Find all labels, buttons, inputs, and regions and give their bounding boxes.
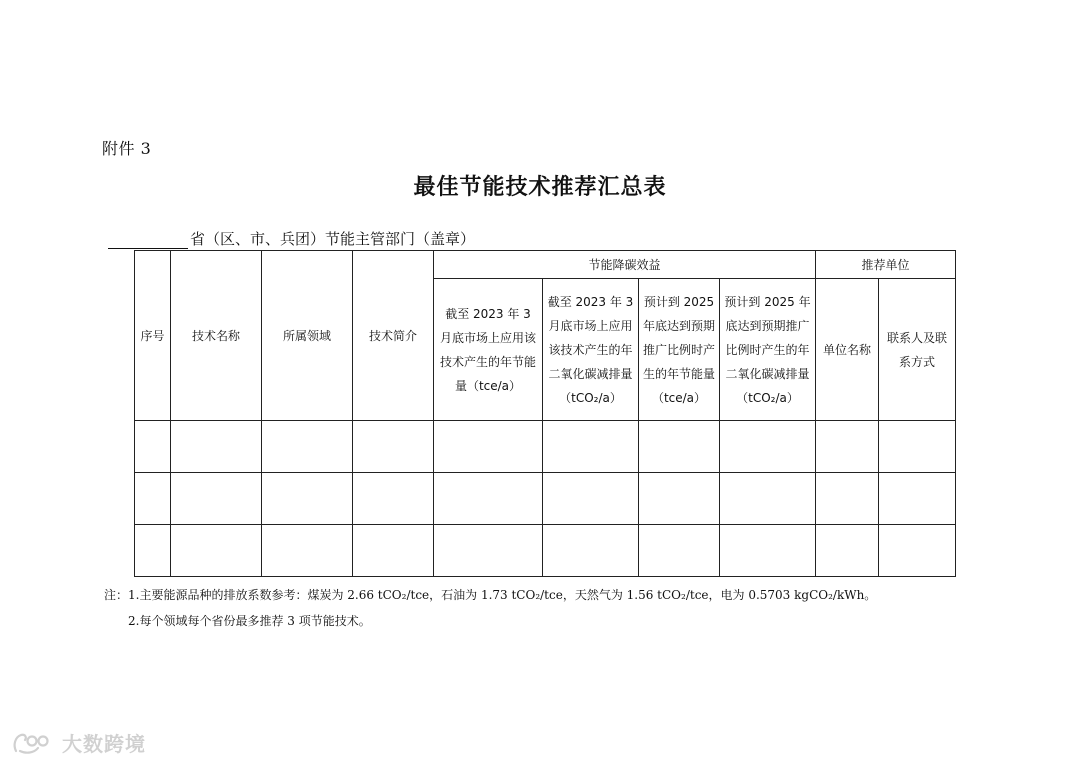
table-cell[interactable] — [543, 473, 639, 525]
table-cell[interactable] — [135, 421, 171, 473]
watermark-text: 大数跨境 — [62, 732, 146, 756]
header-group-recommender: 推荐单位 — [816, 251, 956, 279]
header-co2-2025: 预计到 2025 年底达到预期推广比例时产生的年二氧化碳减排量（tCO₂/a） — [720, 279, 816, 421]
table-cell[interactable] — [434, 525, 543, 577]
province-line-text: 省（区、市、兵团）节能主管部门（盖章） — [190, 230, 476, 248]
header-group-benefit: 节能降碳效益 — [434, 251, 816, 279]
table-cell[interactable] — [639, 421, 720, 473]
table-cell[interactable] — [434, 473, 543, 525]
table-cell[interactable] — [353, 525, 434, 577]
header-unit-name: 单位名称 — [816, 279, 879, 421]
page-title: 最佳节能技术推荐汇总表 — [413, 174, 667, 200]
province-line — [108, 228, 475, 249]
table-cell[interactable] — [543, 421, 639, 473]
header-tech-name: 技术名称 — [171, 251, 262, 421]
header-energy-2023: 截至 2023 年 3 月底市场上应用该技术产生的年节能量（tce/a） — [434, 279, 543, 421]
table-cell[interactable] — [135, 525, 171, 577]
table-cell[interactable] — [171, 525, 262, 577]
table-row — [135, 421, 956, 473]
table-cell[interactable] — [262, 525, 353, 577]
table-cell[interactable] — [434, 421, 543, 473]
table-cell[interactable] — [720, 421, 816, 473]
province-blank-field[interactable] — [108, 234, 188, 249]
header-intro: 技术简介 — [353, 251, 434, 421]
table-cell[interactable] — [879, 421, 956, 473]
table-cell[interactable] — [171, 473, 262, 525]
header-contact: 联系人及联系方式 — [879, 279, 956, 421]
summary-table — [134, 250, 956, 577]
table-cell[interactable] — [720, 525, 816, 577]
table-cell[interactable] — [816, 421, 879, 473]
note-2: 2.每个领域每个省份最多推荐 3 项节能技术。 — [128, 614, 371, 628]
header-field: 所属领域 — [262, 251, 353, 421]
table-cell[interactable] — [639, 473, 720, 525]
table-cell[interactable] — [262, 421, 353, 473]
watermark-logo-icon — [12, 731, 56, 755]
table-row — [135, 525, 956, 577]
table-cell[interactable] — [543, 525, 639, 577]
notes — [104, 582, 876, 634]
table-cell[interactable] — [639, 525, 720, 577]
watermark — [12, 728, 146, 757]
attachment-label: 附件 3 — [102, 139, 152, 158]
header-energy-2025: 预计到 2025 年底达到预期推广比例时产生的年节能量（tce/a） — [639, 279, 720, 421]
table-cell[interactable] — [879, 525, 956, 577]
table-cell[interactable] — [135, 473, 171, 525]
table-cell[interactable] — [816, 525, 879, 577]
table-cell[interactable] — [171, 421, 262, 473]
table-cell[interactable] — [879, 473, 956, 525]
header-serial: 序号 — [135, 251, 171, 421]
header-co2-2023: 截至 2023 年 3 月底市场上应用该技术产生的年二氧化碳减排量（tCO₂/a） — [543, 279, 639, 421]
table-row — [135, 473, 956, 525]
table-cell[interactable] — [262, 473, 353, 525]
table-cell[interactable] — [353, 473, 434, 525]
table-cell[interactable] — [816, 473, 879, 525]
table-cell[interactable] — [353, 421, 434, 473]
table-cell[interactable] — [720, 473, 816, 525]
note-1: 注：1.主要能源品种的排放系数参考：煤炭为 2.66 tCO₂/tce，石油为 1.73 tCO₂/tce，天然气为 1.56 tCO₂/tce，电为 0.5703 kgCO₂/kWh。 — [104, 588, 877, 602]
